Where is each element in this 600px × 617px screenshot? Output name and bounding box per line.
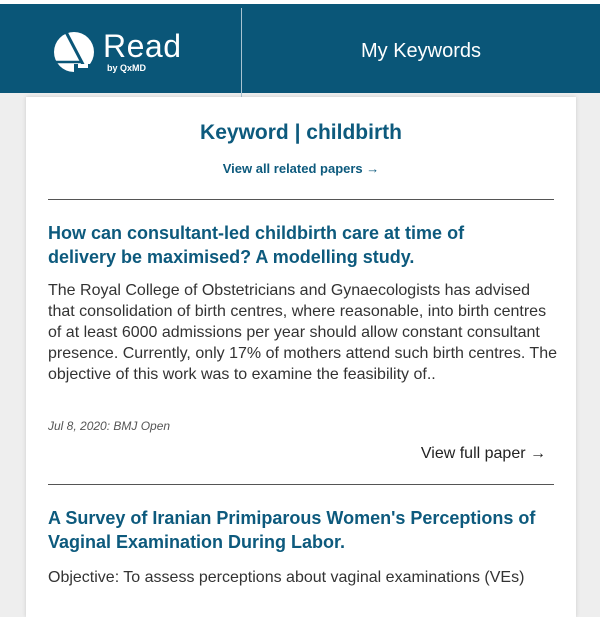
article-meta: Jul 8, 2020: BMJ Open (48, 419, 171, 433)
article-title[interactable]: A Survey of Iranian Primiparous Women's Perceptions of Vaginal Examination During Labor. (48, 508, 536, 552)
article-abstract: Objective: To assess perceptions about vaginal examinations (VEs) (48, 569, 525, 586)
divider (48, 484, 554, 485)
qxmd-logo-icon (52, 30, 96, 74)
keyword-title: Keyword | childbirth (200, 121, 402, 144)
article-abstract: The Royal College of Obstetricians and Gynaecologists has advised that consolidation of birth centres, where reasonable, into birth centres of at least 6000 admissions per year should allow constant consultant presence. Currently, only 17% of mothers attend such birth centres. The objective of this work was to examine the feasibility of.. (48, 282, 557, 383)
app-header (0, 0, 600, 93)
page-title: My Keywords (360, 40, 482, 62)
logo-subtext: by QxMD (107, 63, 147, 73)
view-all-papers-link[interactable]: View all related papers → (222, 161, 380, 176)
article-title[interactable]: How can consultant-led childbirth care at time of delivery be maximised? A modelling study. (48, 223, 465, 267)
view-full-paper-link[interactable]: View full paper → (420, 445, 546, 462)
divider (48, 199, 554, 200)
keyword-card (26, 97, 576, 617)
read-logo[interactable] (52, 30, 182, 74)
logo-text: Read (103, 28, 182, 64)
